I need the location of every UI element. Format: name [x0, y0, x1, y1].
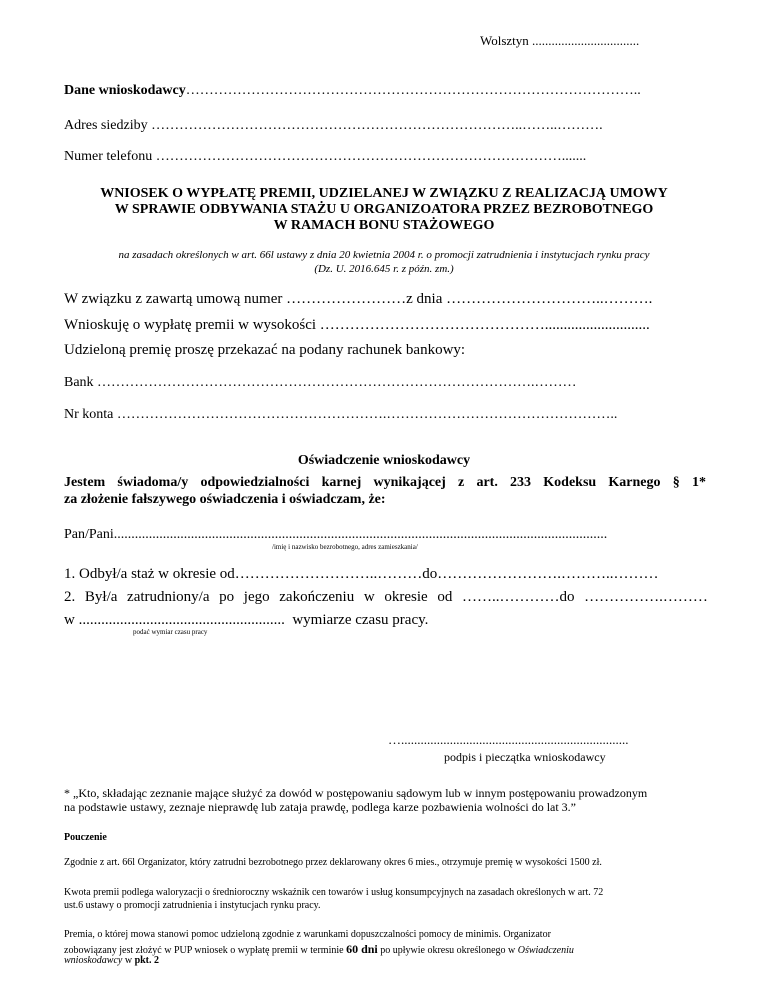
deadline-days: 60 dni — [346, 942, 378, 956]
instructions-para-2-line-2: ust.6 ustawy o promocji zatrudnienia i instytucjach rynku pracy. — [64, 900, 321, 911]
footnote-line-2: na podstawie ustawy, zeznaje nieprawdę lub zataja prawdę, podlega karze pozbawienia wolności do lat 3.” — [64, 800, 577, 814]
point-reference: pkt. 2 — [134, 955, 160, 966]
para-3-text: w — [124, 955, 133, 966]
instructions-para-2-line-1: Kwota premii podlega waloryzacji o średnioroczny wskaźnik cen towarów i usług konsumpcyjnych na zasadach określonych w art. 72 — [64, 887, 604, 898]
point-3-hint: podać wymiar czasu pracy — [133, 628, 208, 636]
point-2-word: Był/a — [84, 589, 118, 605]
liability-word: 1* — [691, 475, 706, 490]
agreement-line: W związku z zawartą umową numer ……………………z dnia …………………………..………. — [64, 291, 653, 307]
liability-word: Kodeksu — [543, 475, 597, 490]
declaration-heading: Oświadczenie wnioskodawcy — [297, 453, 471, 468]
para-3-text: zobowiązany jest złożyć w PUP wniosek o wypłatę premii w terminie — [64, 945, 344, 956]
point-3-prefix: w ....................................................... — [64, 612, 285, 628]
instructions-para-3-line-3 — [64, 955, 159, 966]
declaration-reference: Oświadczeniu — [517, 945, 574, 956]
signature-label: podpis i pieczątka wnioskodawcy — [444, 750, 606, 764]
liability-word: wynikającej — [373, 475, 446, 490]
instructions-para-3-line-1: Premia, o której mowa stanowi pomoc udzieloną zgodnie z warunkami dopuszczalności pomocy de minimis. Organizator — [64, 929, 551, 940]
liability-word: § — [672, 475, 680, 490]
premium-amount-line: Wnioskuję o wypłatę premii w wysokości ………………………………………............................ — [64, 317, 650, 333]
point-3-suffix: wymiarze czasu pracy. — [292, 612, 429, 628]
applicant-name-label: Dane wnioskodawcy — [64, 83, 186, 98]
title-line-2: W SPRAWIE ODBYWANIA STAŻU U ORGANIZOATORA PRZEZ BEZROBOTNEGO — [114, 202, 654, 217]
applicant-address-line: Adres siedziby ……………………………………………………………………..……..………. — [64, 118, 603, 133]
instructions-para-1: Zgodnie z art. 66l Organizator, który zatrudni bezrobotnego przez deklarowany okres 6 mies., otrzymuje premię w wysokości 1500 zł. — [64, 857, 602, 868]
legal-basis-line-2: (Dz. U. 2016.645 r. z późn. zm.) — [314, 263, 454, 275]
bank-account-intro: Udzieloną premię proszę przekazać na podany rachunek bankowy: — [64, 342, 466, 358]
point-2-word: po — [219, 589, 235, 605]
point-2-word: w — [363, 589, 375, 605]
point-2-word: zatrudniony/a — [127, 589, 210, 605]
point-2-word: okresie — [384, 589, 428, 605]
liability-line-2: za złożenie fałszywego oświadczenia i oświadczam, że: — [64, 492, 386, 507]
liability-word: odpowiedzialności — [200, 475, 310, 490]
place-date-line: Wolsztyn ................................. — [480, 33, 640, 48]
declaration-reference: wnioskodawcy — [64, 955, 123, 966]
liability-word: art. — [476, 475, 498, 490]
title-line-3: W RAMACH BONU STAŻOWEGO — [273, 218, 495, 233]
para-3-text: po upływie okresu określonego w — [380, 945, 516, 956]
liability-word: 233 — [510, 475, 532, 490]
footnote-line-1: * „Kto, składając zeznanie mające służyć za dowód w postępowaniu sądowym lub w innym postępowaniu prowadzonym — [64, 786, 648, 800]
liability-word: świadoma/y — [117, 475, 189, 490]
person-hint: /imię i nazwisko bezrobotnego, adres zamieszkania/ — [272, 543, 418, 551]
point-2-word: zakończeniu — [279, 589, 355, 605]
liability-word: z — [458, 475, 465, 490]
point-3-line — [64, 612, 428, 629]
bank-line: Bank ………………………………………………………………………………….……… — [64, 375, 577, 390]
liability-word: Karnego — [608, 475, 661, 490]
legal-basis-line-1: na zasadach określonych w art. 66l ustawy z dnia 20 kwietnia 2004 r. o promocji zatrudnienia i instytucjach rynku pracy — [118, 249, 650, 261]
person-line: Pan/Pani............................................................................................................................................. — [64, 527, 608, 542]
applicant-name-dots: …………………………………………………………………………………….. — [185, 83, 641, 98]
title-line-1: WNIOSEK O WYPŁATĘ PREMII, UDZIELANEJ W ZWIĄZKU Z REALIZACJĄ UMOWY — [100, 186, 668, 201]
applicant-name-line — [64, 83, 641, 99]
signature-dots: …...................................................................... — [388, 732, 629, 747]
account-number-line: Nr konta ………………………………………………….………………………………………….. — [64, 407, 618, 422]
point-1-line: 1. Odbył/a staż w okresie od………………………..………do…………………….………..……… — [64, 566, 659, 582]
instructions-heading: Pouczenie — [64, 832, 107, 843]
liability-line-1 — [64, 475, 706, 491]
applicant-phone-line: Numer telefonu ……………………………………………………………………………....... — [64, 149, 587, 164]
point-2-word: od — [437, 589, 453, 605]
point-2-word: …………….……… — [584, 589, 708, 605]
point-2-line — [64, 589, 708, 606]
liability-word: karnej — [321, 475, 362, 490]
point-2-word: jego — [243, 589, 270, 605]
point-2-word: 2. — [64, 589, 76, 605]
point-2-word: ……..…………do — [461, 589, 575, 605]
liability-word: Jestem — [64, 475, 106, 490]
